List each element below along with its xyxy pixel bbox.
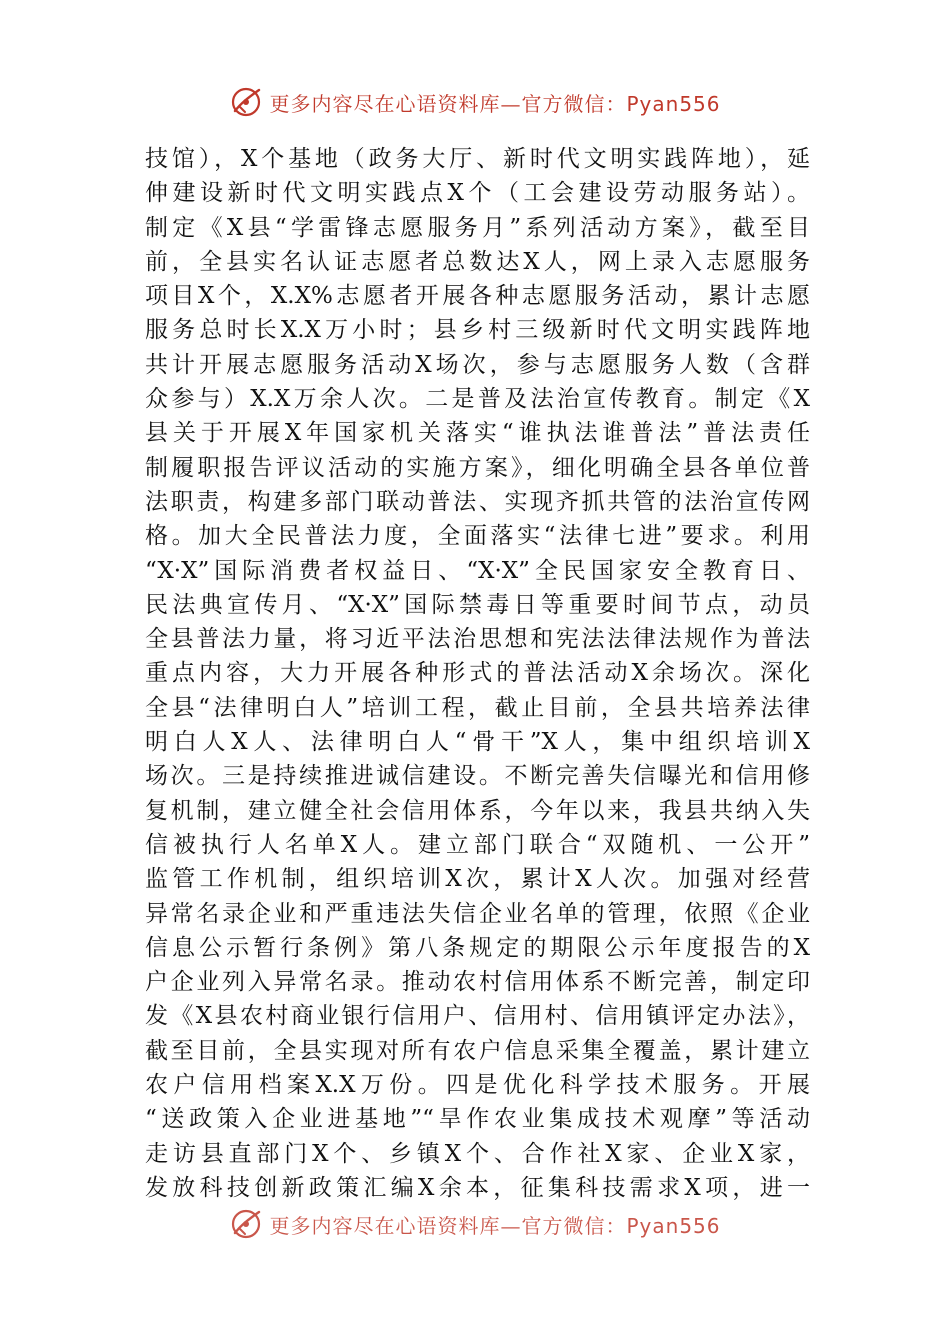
text-line: 格。加大全民普法力度，全面落实“法律七进”要求。利用 — [145, 523, 810, 550]
text-line: 异常名录企业和严重违法失信企业名单的管理，依照《企业 — [145, 900, 810, 927]
text-line: “X·X”国际消费者权益日、“X·X”全民国家安全教育日、 — [145, 557, 810, 584]
text-line: 明白人X人、法律明白人“骨干”X人，集中组织培训X — [145, 729, 810, 756]
watermark-text: 更多内容尽在心语资料库—官方微信：Pyan556 — [269, 1213, 721, 1238]
text-line: 县关于开展X年国家机关落实“谁执法谁普法”普法责任 — [145, 420, 810, 447]
document-body — [145, 142, 810, 1205]
text-line: 监管工作机制，组织培训X次，累计X人次。加强对经营 — [145, 866, 810, 893]
text-line: 制履职报告评议活动的实施方案》，细化明确全县各单位普 — [145, 454, 810, 481]
text-line: 信被执行人名单X人。建立部门联合“双随机、一公开” — [145, 831, 810, 858]
footer-watermark — [0, 1204, 950, 1244]
text-line: 服务总时长X.X万小时；县乡村三级新时代文明实践阵地 — [145, 317, 810, 344]
text-line: 复机制，建立健全社会信用体系，今年以来，我县共纳入失 — [145, 797, 810, 824]
text-line: “送政策入企业进基地”“旱作农业集成技术观摩”等活动 — [145, 1106, 810, 1133]
text-line: 技馆），X个基地（政务大厅、新时代文明实践阵地），延 — [145, 146, 810, 172]
text-line: 前，全县实名认证志愿者总数达X人，网上录入志愿服务 — [145, 248, 810, 275]
text-line: 户企业列入异常名录。推动农村信用体系不断完善，制定印 — [145, 969, 810, 996]
text-line: 全县普法力量，将习近平法治思想和宪法法律法规作为普法 — [145, 626, 810, 653]
text-line: 伸建设新时代文明实践点X个（工会建设劳动服务站）。 — [145, 180, 810, 207]
text-line: 发放科技创新政策汇编X余本，征集科技需求X项，进一 — [145, 1174, 810, 1201]
text-line: 重点内容，大力开展各种形式的普法活动X余场次。深化 — [145, 660, 810, 687]
text-line: 发《X县农村商业银行信用户、信用村、信用镇评定办法》， — [145, 1003, 810, 1030]
text-line: 信息公示暂行条例》第八条规定的期限公示年度报告的X — [145, 934, 810, 961]
text-line: 项目X个，X.X%志愿者开展各种志愿服务活动，累计志愿 — [145, 283, 810, 310]
text-line: 场次。三是持续推进诚信建设。不断完善失信曝光和信用修 — [145, 763, 810, 790]
watermark-text: 更多内容尽在心语资料库—官方微信：Pyan556 — [269, 91, 721, 116]
text-line: 全县“法律明白人”培训工程，截止目前，全县共培养法律 — [145, 694, 810, 721]
text-line: 截至目前，全县实现对所有农户信息采集全覆盖，累计建立 — [145, 1037, 810, 1064]
pen-circle-logo-icon — [229, 85, 263, 119]
header-watermark — [0, 82, 950, 122]
text-line: 共计开展志愿服务活动X场次，参与志愿服务人数（含群 — [145, 351, 810, 378]
text-line: 民法典宣传月、“X·X”国际禁毒日等重要时间节点，动员 — [145, 591, 810, 618]
text-line: 农户信用档案X.X万份。四是优化科学技术服务。开展 — [145, 1072, 810, 1099]
pen-circle-logo-icon — [229, 1207, 263, 1241]
text-line: 法职责，构建多部门联动普法、实现齐抓共管的法治宣传网 — [145, 488, 810, 515]
text-line: 制定《X县“学雷锋志愿服务月”系列活动方案》，截至目 — [145, 214, 810, 241]
text-line: 走访县直部门X个、乡镇X个、合作社X家、企业X家， — [145, 1140, 810, 1167]
text-line: 众参与）X.X万余人次。二是普及法治宣传教育。制定《X — [145, 386, 810, 413]
